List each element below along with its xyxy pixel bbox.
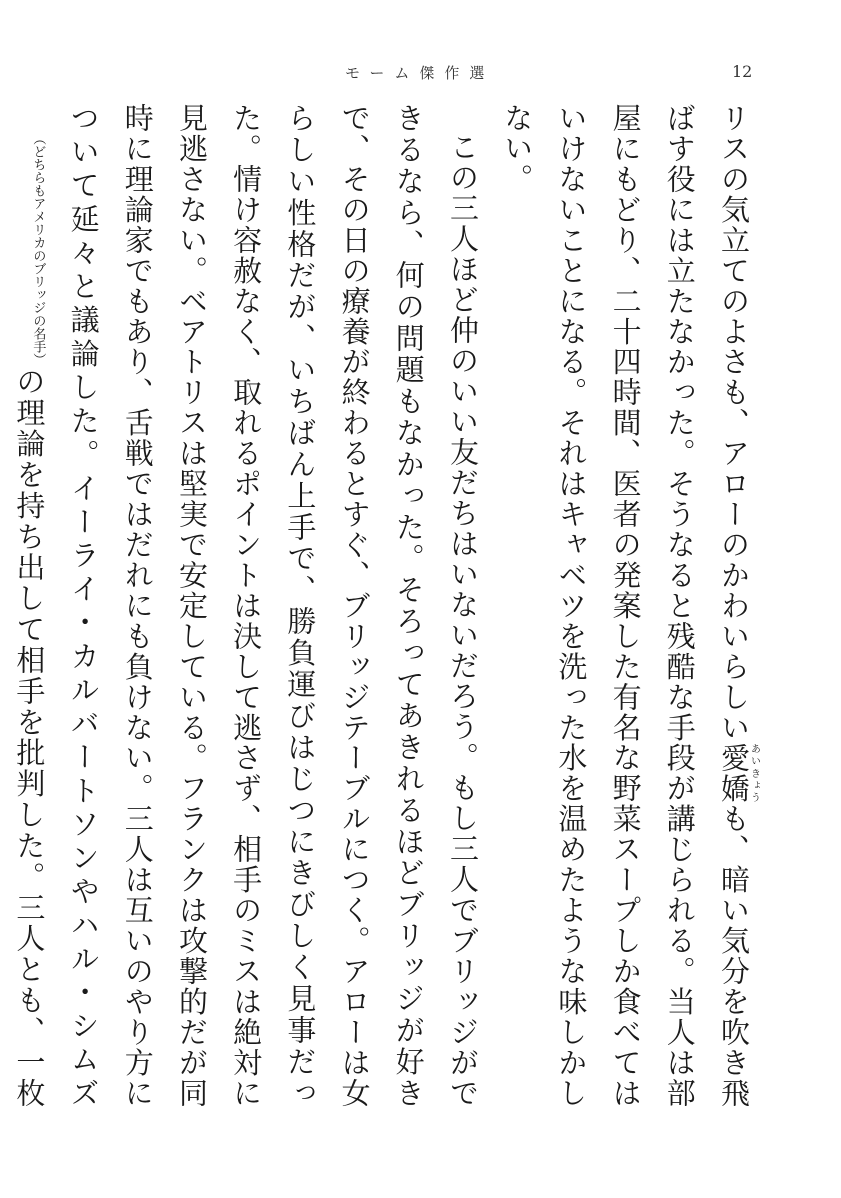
vertical-body-text — [12, 103, 761, 1109]
running-head-title: モーム傑作選 — [345, 64, 495, 82]
ruby-base: 愛嬌 — [717, 742, 751, 804]
paragraph-1-text-a: リスの気立てのよさも、アローのかわいらしい — [717, 103, 751, 743]
page-number: 12 — [732, 62, 753, 81]
paragraph-2 — [0, 103, 490, 1108]
paragraph-1 — [490, 103, 761, 1108]
paragraph-1-text-b: も、暗い気分を吹き飛ばす役には立たなかった。そうなると残酷な手段が講じられる。当人は部屋にもどり、二十四時間、医者の発案した有名な野菜スープしか食べてはいけないことになる。それはキャベツを洗った水を温めたような味しかしない。 — [500, 103, 751, 1109]
paragraph-2-text-b: の理論を持ち出して相手を批判した。三人とも、一枚 — [12, 366, 47, 1108]
ruby-aikyou — [717, 742, 760, 804]
translator-note: （どちらもアメリカのブリッジの名手） — [30, 132, 46, 366]
paragraph-2-text-a: この三人ほど仲のいい友だちはいないだろう。もし三人でブリッジができるなら、何の問題もなかった。そろってあきれるほどブリッジが好きで、その日の療養が終わるとすぐ、ブリッジテーブルにつく。アローは女らしい性格だが、いちばん上手で、勝負運びはじつにきびしく見事だった。情け容赦なく、取れるポイントは決して逃さず、相手のミスは絶対に見逃さない。ベアトリスは堅実で安定している。フランクは攻撃的だが同時に理論家でもあり、舌戦ではだれにも負けない。三人は互いのやり方について延々と議論した。イーライ・カルバートソンやハル・シムズ — [66, 103, 480, 1108]
ruby-reading: あいきょう — [748, 742, 760, 804]
